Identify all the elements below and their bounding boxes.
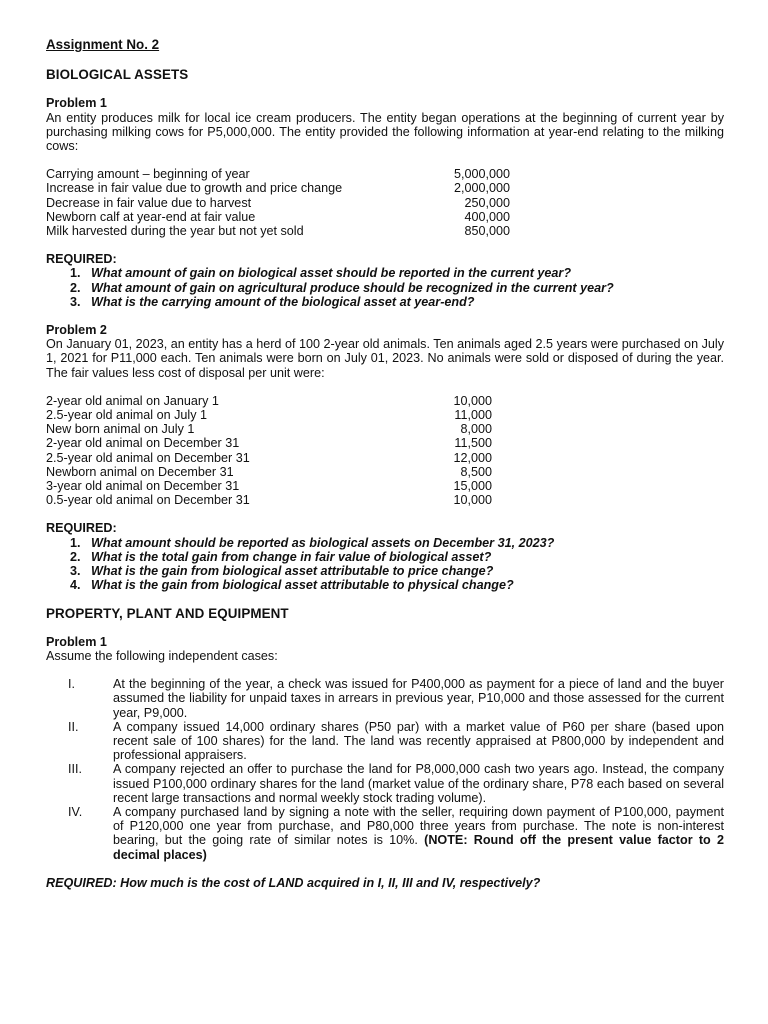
question-list — [46, 536, 724, 593]
row-value: 250,000 — [464, 195, 510, 210]
list-item — [46, 677, 724, 720]
table-row — [46, 451, 492, 465]
problem-text: An entity produces milk for local ice cream producers. The entity began operations at the beginning of current year by purchasing milking cows for P5,000,000. The entity provided the following information at year-end relating to the milking cows: — [46, 110, 724, 154]
question-number: 4. — [70, 578, 81, 593]
question-text: What amount of gain on biological asset should be reported in the current year? — [91, 266, 572, 281]
problem-title: Problem 2 — [46, 323, 107, 338]
row-label: Newborn calf at year-end at fair value — [46, 209, 256, 224]
row-value: 11,000 — [454, 408, 492, 423]
case-text: A company issued 14,000 ordinary shares (P50 par) with a market value of P60 per share (based upon recent sale of 100 shares) for the land. The land was recently appraised at P800,000 by independent and professional appraisers. — [113, 719, 724, 763]
question-list — [46, 266, 724, 309]
list-item — [46, 536, 724, 550]
row-label: 0.5-year old animal on December 31 — [46, 493, 250, 508]
table-row — [46, 167, 510, 181]
table-row — [46, 465, 492, 479]
row-value: 850,000 — [464, 224, 510, 239]
list-item — [46, 564, 724, 578]
required-label: REQUIRED: — [46, 252, 117, 267]
question-number: 2. — [70, 549, 81, 564]
row-label: 2.5-year old animal on December 31 — [46, 450, 250, 465]
case-text: A company purchased land by signing a note with the seller, requiring down payment of P100,000, payment of P120,000 one year from purchase, and P80,000 three years from purchase. The note is non-interest bearing, but the going rate of similar notes is 10%. — [113, 804, 724, 848]
row-value: 12,000 — [453, 450, 492, 465]
table-row — [46, 493, 492, 507]
question-number: 1. — [70, 266, 81, 281]
table-row — [46, 479, 492, 493]
section-heading-ppe: PROPERTY, PLANT AND EQUIPMENT — [46, 605, 289, 621]
table-row — [46, 436, 492, 450]
values-table — [46, 394, 492, 508]
row-label: 2.5-year old animal on July 1 — [46, 408, 208, 423]
list-item — [46, 295, 724, 309]
row-value: 10,000 — [453, 493, 492, 508]
row-label: New born animal on July 1 — [46, 422, 195, 437]
table-row — [46, 408, 492, 422]
table-row — [46, 394, 492, 408]
row-label: Carrying amount – beginning of year — [46, 167, 250, 182]
row-value: 8,000 — [460, 422, 492, 437]
table-row — [46, 210, 510, 224]
case-numeral: III. — [68, 762, 82, 777]
section-heading-biological-assets: BIOLOGICAL ASSETS — [46, 67, 189, 83]
row-label: 2-year old animal on December 31 — [46, 436, 240, 451]
case-text: At the beginning of the year, a check was issued for P400,000 as payment for a piece of land and the buyer assumed the liability for unpaid taxes in arrears in previous year, P10,000 and those assessed for the current year, P9,000. — [113, 677, 724, 720]
row-label: Increase in fair value due to growth and price change — [46, 181, 343, 196]
row-label: Decrease in fair value due to harvest — [46, 195, 252, 210]
question-text: What is the total gain from change in fair value of biological asset? — [91, 549, 492, 564]
question-text: What is the gain from biological asset attributable to physical change? — [91, 578, 514, 593]
list-item — [46, 266, 724, 280]
question-text: What amount of gain on agricultural produce should be recognized in the current year? — [91, 280, 614, 295]
list-item — [46, 805, 724, 862]
row-value: 2,000,000 — [453, 181, 510, 196]
list-item — [46, 762, 724, 805]
table-row — [46, 196, 510, 210]
question-number: 3. — [70, 564, 81, 579]
list-item — [46, 720, 724, 763]
question-number: 2. — [70, 280, 81, 295]
row-value: 400,000 — [464, 209, 510, 224]
problem-title: Problem 1 — [46, 634, 107, 649]
row-value: 10,000 — [453, 393, 492, 408]
table-row — [46, 422, 492, 436]
question-text: What amount should be reported as biological assets on December 31, 2023? — [91, 535, 555, 550]
row-label: Newborn animal on December 31 — [46, 464, 234, 479]
problem-text: On January 01, 2023, an entity has a herd of 100 2-year old animals. Ten animals aged 2.5 years were purchased on July 1, 2021 for P11,000 each. Ten animals were born on July 01, 2023. No animals were sold or disposed of during the year. The fair values less cost of disposal per unit were: — [46, 337, 724, 380]
row-value: 8,500 — [460, 464, 492, 479]
ppe-required: REQUIRED: How much is the cost of LAND acquired in I, II, III and IV, respectively? — [46, 875, 541, 890]
required-label: REQUIRED: — [46, 521, 117, 536]
table-row — [46, 224, 510, 238]
case-numeral: II. — [68, 719, 79, 734]
assignment-title: Assignment No. 2 — [46, 37, 160, 52]
case-numeral: I. — [68, 677, 75, 692]
case-text: A company rejected an offer to purchase the land for P8,000,000 cash two years ago. Instead, the company issued P100,000 ordinary shares for the land (market value of the ordinary share, P78 each based on several recent large transactions and normal weekly stock trading volume). — [113, 762, 724, 805]
list-item — [46, 550, 724, 564]
list-item — [46, 578, 724, 592]
question-number: 1. — [70, 535, 81, 550]
values-table — [46, 167, 510, 238]
table-row — [46, 181, 510, 195]
case-list — [46, 677, 724, 862]
case-text-wrapper — [113, 805, 724, 862]
row-value: 5,000,000 — [453, 167, 510, 182]
question-text: What is the carrying amount of the biological asset at year-end? — [91, 294, 475, 309]
case-numeral: IV. — [68, 804, 83, 819]
question-text: What is the gain from biological asset attributable to price change? — [91, 564, 494, 579]
row-value: 11,500 — [454, 436, 492, 451]
case-note: (NOTE: Round off the present value factor to 2 decimal places) — [113, 833, 724, 862]
row-label: 2-year old animal on January 1 — [46, 393, 219, 408]
question-number: 3. — [70, 294, 81, 309]
row-value: 15,000 — [453, 479, 492, 494]
document-page — [46, 38, 724, 890]
row-label: 3-year old animal on December 31 — [46, 479, 240, 494]
problem-intro: Assume the following independent cases: — [46, 648, 278, 663]
row-label: Milk harvested during the year but not yet sold — [46, 224, 304, 239]
problem-title: Problem 1 — [46, 96, 107, 111]
list-item — [46, 281, 724, 295]
